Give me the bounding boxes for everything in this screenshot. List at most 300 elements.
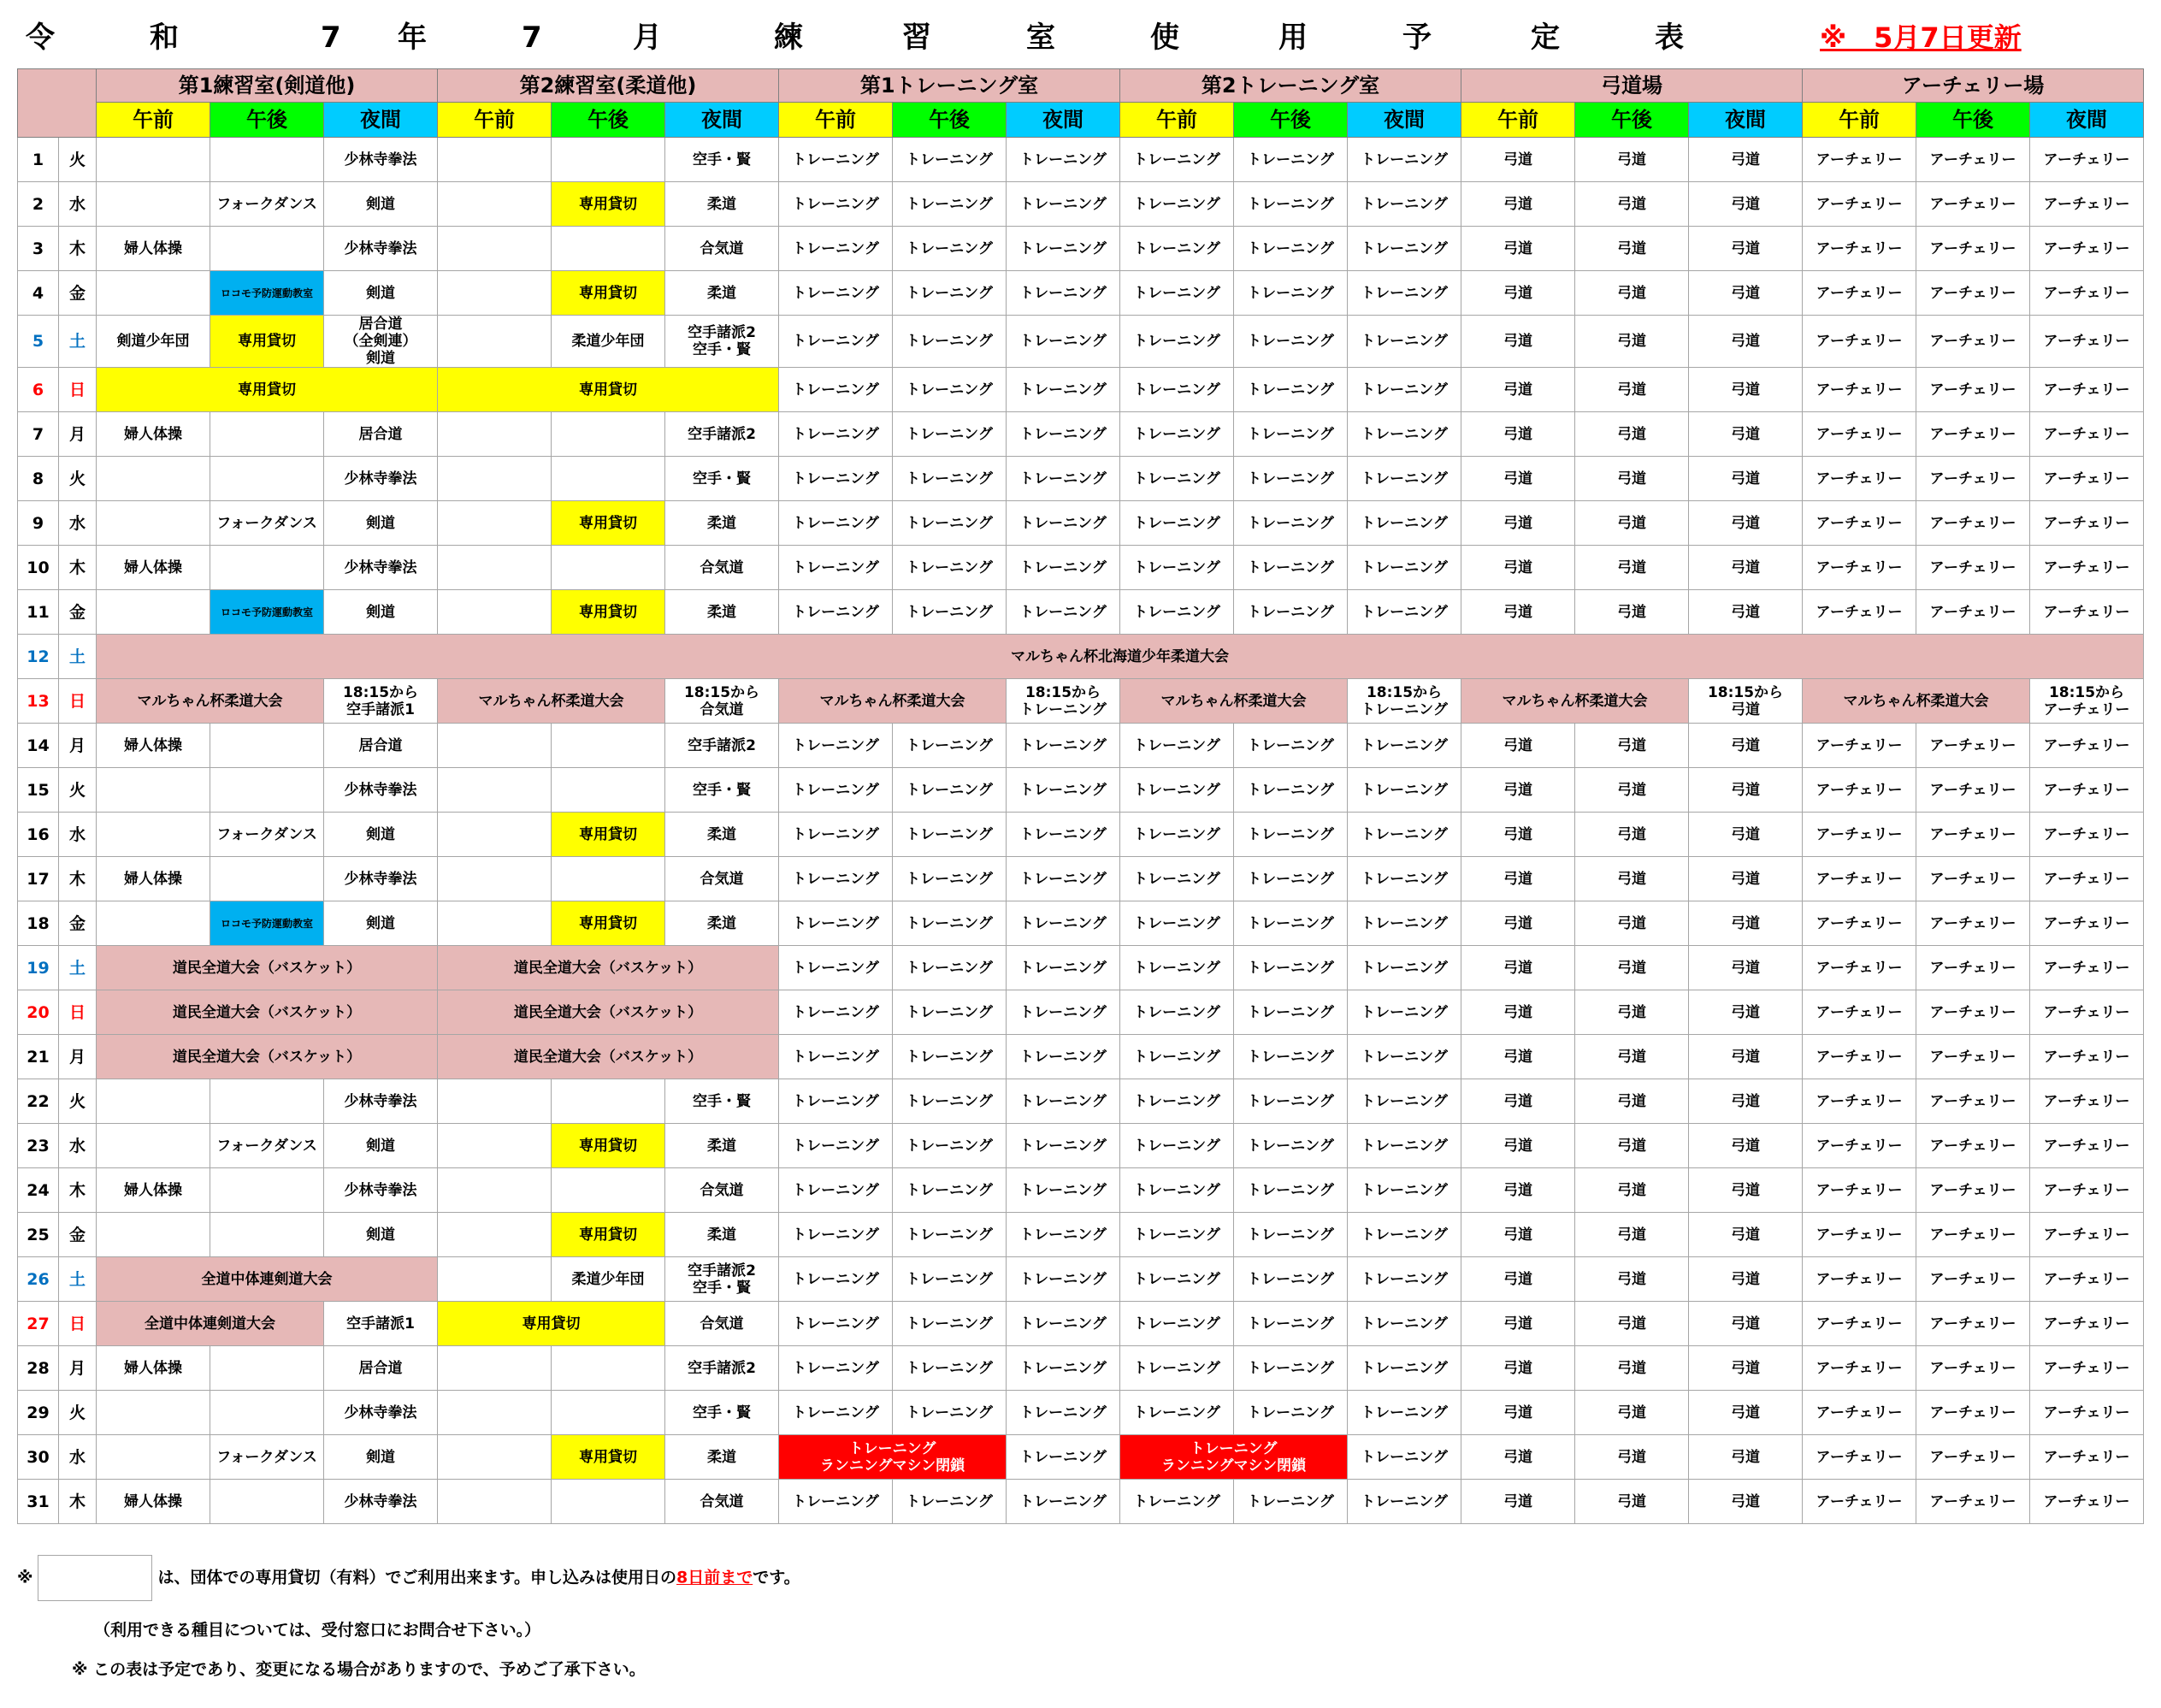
cell: 弓道: [1461, 946, 1575, 990]
day-row: [18, 546, 2144, 590]
cell: 弓道: [1575, 768, 1689, 813]
cell: 弓道: [1575, 1391, 1689, 1435]
day-row: [18, 679, 2144, 724]
cell: トレーニング: [1348, 182, 1461, 227]
cell: トレーニング: [893, 768, 1007, 813]
span-cell: 道民全道大会（バスケット）: [438, 1035, 779, 1079]
cell: 合気道: [665, 1302, 779, 1346]
cell: アーチェリー: [1803, 138, 1916, 182]
cell: アーチェリー: [1803, 1168, 1916, 1213]
cell: アーチェリー: [1916, 724, 2030, 768]
cell: [210, 1168, 324, 1213]
cell: トレーニング: [893, 990, 1007, 1035]
footer-deadline: 8日前まで: [676, 1568, 753, 1587]
cell: 弓道: [1575, 1035, 1689, 1079]
cell: 弓道: [1461, 1302, 1575, 1346]
cell: 弓道: [1689, 227, 1803, 271]
cell: 弓道: [1689, 813, 1803, 857]
cell: 弓道: [1575, 901, 1689, 946]
span-cell: 道民全道大会（バスケット）: [97, 990, 438, 1035]
cell: 18:15から トレーニング: [1007, 679, 1120, 724]
cell: アーチェリー: [1916, 182, 2030, 227]
facility-header: 第1トレーニング室: [779, 69, 1120, 103]
cell: トレーニング: [1007, 1213, 1120, 1257]
cell: 柔道少年団: [552, 316, 665, 368]
cell: [210, 724, 324, 768]
cell: [552, 1480, 665, 1524]
cell: トレーニング: [1234, 724, 1348, 768]
cell: 空手諸派2 空手・賢: [665, 1257, 779, 1302]
cell: アーチェリー: [2030, 271, 2144, 316]
cell: 専用貸切: [552, 501, 665, 546]
cell: アーチェリー: [2030, 990, 2144, 1035]
cell: 弓道: [1461, 368, 1575, 412]
cell: トレーニング: [1120, 1124, 1234, 1168]
cell: アーチェリー: [1916, 1391, 2030, 1435]
cell: トレーニング: [1007, 1079, 1120, 1124]
cell: 婦人体操: [97, 227, 210, 271]
weekday: 金: [59, 271, 97, 316]
cell: 弓道: [1689, 501, 1803, 546]
cell: 弓道: [1575, 368, 1689, 412]
cell: 弓道: [1575, 227, 1689, 271]
cell: 少林寺拳法: [324, 138, 438, 182]
cell: 弓道: [1575, 138, 1689, 182]
cell: アーチェリー: [1803, 857, 1916, 901]
cell: トレーニング: [893, 1391, 1007, 1435]
cell: 弓道: [1689, 1480, 1803, 1524]
cell: 弓道: [1689, 1213, 1803, 1257]
cell: [438, 457, 552, 501]
cell: フォークダンス: [210, 1124, 324, 1168]
cell: アーチェリー: [1916, 857, 2030, 901]
cell: トレーニング: [1348, 457, 1461, 501]
cell: 柔道: [665, 1213, 779, 1257]
period-header: 午前: [1461, 103, 1575, 138]
day-number: 10: [18, 546, 59, 590]
cell: 剣道: [324, 182, 438, 227]
cell: 弓道: [1461, 1435, 1575, 1480]
cell: 剣道: [324, 901, 438, 946]
cell: 柔道: [665, 901, 779, 946]
cell: トレーニング: [1234, 768, 1348, 813]
cell: アーチェリー: [2030, 946, 2144, 990]
cell: 弓道: [1461, 1124, 1575, 1168]
cell: 弓道: [1461, 1257, 1575, 1302]
cell: トレーニング: [779, 901, 893, 946]
day-row: [18, 457, 2144, 501]
cell: 弓道: [1689, 990, 1803, 1035]
day-row: [18, 813, 2144, 857]
cell: アーチェリー: [1916, 1257, 2030, 1302]
cell: トレーニング: [1007, 1391, 1120, 1435]
event-cell: マルちゃん杯柔道大会: [438, 679, 665, 724]
cell: 弓道: [1461, 1346, 1575, 1391]
cell: トレーニング: [1007, 1480, 1120, 1524]
cell: [210, 1480, 324, 1524]
cell: アーチェリー: [2030, 1035, 2144, 1079]
cell: [552, 724, 665, 768]
cell: アーチェリー: [1916, 1480, 2030, 1524]
cell: 剣道: [324, 1124, 438, 1168]
cell: [210, 857, 324, 901]
cell: トレーニング: [1348, 813, 1461, 857]
day-number: 19: [18, 946, 59, 990]
cell: アーチェリー: [1803, 590, 1916, 635]
cell: トレーニング: [1007, 1124, 1120, 1168]
cell: 弓道: [1689, 1391, 1803, 1435]
cell: [97, 1213, 210, 1257]
cell: 弓道: [1689, 412, 1803, 457]
cell: 専用貸切: [552, 901, 665, 946]
cell: トレーニング: [1007, 1168, 1120, 1213]
cell: 18:15から 空手諸派1: [324, 679, 438, 724]
cell: トレーニング: [779, 946, 893, 990]
cell: 空手諸派2: [665, 724, 779, 768]
day-number: 15: [18, 768, 59, 813]
cell: トレーニング: [893, 271, 1007, 316]
day-number: 14: [18, 724, 59, 768]
cell: アーチェリー: [2030, 1257, 2144, 1302]
cell: トレーニング: [1007, 457, 1120, 501]
cell: [210, 457, 324, 501]
day-row: [18, 1391, 2144, 1435]
day-number: 11: [18, 590, 59, 635]
cell: トレーニング: [1348, 1346, 1461, 1391]
cell: [552, 227, 665, 271]
cell: [438, 412, 552, 457]
cell: トレーニング: [1007, 724, 1120, 768]
cell: アーチェリー: [1803, 1346, 1916, 1391]
cell: トレーニング: [1007, 1257, 1120, 1302]
cell: トレーニング: [1348, 1257, 1461, 1302]
cell: 婦人体操: [97, 1168, 210, 1213]
cell: [438, 182, 552, 227]
cell: [552, 138, 665, 182]
closed-cell: トレーニング ランニングマシン閉鎖: [1120, 1435, 1348, 1480]
cell: [210, 412, 324, 457]
cell: 弓道: [1689, 138, 1803, 182]
day-row: [18, 1035, 2144, 1079]
cell: [552, 546, 665, 590]
cell: トレーニング: [1120, 990, 1234, 1035]
cell: トレーニング: [893, 412, 1007, 457]
weekday: 木: [59, 857, 97, 901]
day-number: 23: [18, 1124, 59, 1168]
cell: トレーニング: [1007, 501, 1120, 546]
cell: トレーニング: [1120, 412, 1234, 457]
cell: トレーニング: [1348, 368, 1461, 412]
period-header: 午前: [779, 103, 893, 138]
span-cell: 道民全道大会（バスケット）: [438, 946, 779, 990]
closed-cell: トレーニング ランニングマシン閉鎖: [779, 1435, 1007, 1480]
cell: [438, 546, 552, 590]
cell: 居合道: [324, 1346, 438, 1391]
cell: [438, 1168, 552, 1213]
cell: トレーニング: [1234, 412, 1348, 457]
cell: 婦人体操: [97, 1346, 210, 1391]
weekday: 水: [59, 1124, 97, 1168]
weekday: 土: [59, 635, 97, 679]
cell: 弓道: [1575, 412, 1689, 457]
span-cell: 専用貸切: [97, 368, 438, 412]
span-cell: 道民全道大会（バスケット）: [97, 946, 438, 990]
cell: [438, 316, 552, 368]
cell: 弓道: [1461, 182, 1575, 227]
cell: アーチェリー: [2030, 1391, 2144, 1435]
cell: [438, 1346, 552, 1391]
title-char: 室: [1026, 21, 1055, 55]
cell: アーチェリー: [1803, 813, 1916, 857]
cell: トレーニング: [1007, 316, 1120, 368]
cell: トレーニング: [1234, 138, 1348, 182]
cell: アーチェリー: [1803, 901, 1916, 946]
cell: アーチェリー: [1803, 316, 1916, 368]
cell: トレーニング: [1348, 412, 1461, 457]
day-row: [18, 271, 2144, 316]
cell: 空手・賢: [665, 1079, 779, 1124]
cell: トレーニング: [1348, 1035, 1461, 1079]
cell: 弓道: [1689, 857, 1803, 901]
cell: トレーニング: [779, 1213, 893, 1257]
cell: 弓道: [1575, 857, 1689, 901]
cell: 婦人体操: [97, 412, 210, 457]
cell: トレーニング: [1348, 316, 1461, 368]
weekday: 火: [59, 138, 97, 182]
cell: 柔道: [665, 501, 779, 546]
title-char: 7: [321, 21, 341, 55]
cell: 弓道: [1689, 901, 1803, 946]
cell: トレーニング: [1234, 1168, 1348, 1213]
cell: 柔道: [665, 590, 779, 635]
cell: アーチェリー: [1803, 1257, 1916, 1302]
day-number: 7: [18, 412, 59, 457]
cell: [210, 768, 324, 813]
cell: トレーニング: [779, 724, 893, 768]
cell: トレーニング: [1007, 946, 1120, 990]
event-cell: マルちゃん杯柔道大会: [779, 679, 1007, 724]
cell: [210, 138, 324, 182]
cell: トレーニング: [1234, 901, 1348, 946]
cell: アーチェリー: [1803, 1035, 1916, 1079]
cell: トレーニング: [1120, 590, 1234, 635]
cell: アーチェリー: [1803, 412, 1916, 457]
day-row: [18, 412, 2144, 457]
cell: [210, 546, 324, 590]
footer-line-1: [17, 1555, 800, 1601]
cell: アーチェリー: [2030, 1124, 2144, 1168]
day-row: [18, 1124, 2144, 1168]
cell: [552, 1391, 665, 1435]
corner-cell: [18, 69, 97, 138]
cell: アーチェリー: [1916, 271, 2030, 316]
weekday: 日: [59, 990, 97, 1035]
cell: [552, 768, 665, 813]
cell: アーチェリー: [2030, 316, 2144, 368]
cell: アーチェリー: [2030, 901, 2144, 946]
weekday: 金: [59, 1213, 97, 1257]
cell: 弓道: [1689, 724, 1803, 768]
cell: [97, 457, 210, 501]
span-cell: 専用貸切: [438, 368, 779, 412]
cell: トレーニング: [1348, 1302, 1461, 1346]
weekday: 月: [59, 724, 97, 768]
weekday: 金: [59, 590, 97, 635]
cell: アーチェリー: [1803, 1213, 1916, 1257]
period-header: 午後: [893, 103, 1007, 138]
cell: 柔道: [665, 182, 779, 227]
cell: 弓道: [1461, 501, 1575, 546]
cell: トレーニング: [1120, 457, 1234, 501]
footer-mark: ※: [17, 1568, 33, 1587]
facility-header: 弓道場: [1461, 69, 1803, 103]
day-row: [18, 368, 2144, 412]
day-row: [18, 316, 2144, 368]
period-header: 午後: [210, 103, 324, 138]
cell: トレーニング: [1234, 813, 1348, 857]
cell: 弓道: [1689, 271, 1803, 316]
cell: トレーニング: [893, 1257, 1007, 1302]
cell: [210, 227, 324, 271]
cell: トレーニング: [893, 227, 1007, 271]
cell: [210, 1213, 324, 1257]
period-header: 午後: [552, 103, 665, 138]
cell: アーチェリー: [2030, 1079, 2144, 1124]
cell: 婦人体操: [97, 1480, 210, 1524]
cell: 弓道: [1689, 368, 1803, 412]
cell: 弓道: [1689, 182, 1803, 227]
period-header: 午前: [1120, 103, 1234, 138]
facility-header: 第2練習室(柔道他): [438, 69, 779, 103]
weekday: 水: [59, 1435, 97, 1480]
cell: 柔道: [665, 1435, 779, 1480]
cell: トレーニング: [1007, 813, 1120, 857]
cell: 専用貸切: [210, 316, 324, 368]
day-row: [18, 1213, 2144, 1257]
cell: 婦人体操: [97, 546, 210, 590]
span-cell: 道民全道大会（バスケット）: [438, 990, 779, 1035]
title-char: 月: [633, 21, 662, 55]
cell: [438, 901, 552, 946]
cell: [438, 1124, 552, 1168]
cell: トレーニング: [1120, 813, 1234, 857]
cell: [97, 1124, 210, 1168]
cell: トレーニング: [779, 138, 893, 182]
cell: トレーニング: [1348, 901, 1461, 946]
day-number: 18: [18, 901, 59, 946]
cell: アーチェリー: [1916, 946, 2030, 990]
cell: アーチェリー: [1916, 990, 2030, 1035]
cell: フォークダンス: [210, 182, 324, 227]
cell: トレーニング: [1234, 590, 1348, 635]
title-char: 令: [26, 21, 55, 55]
day-row: [18, 990, 2144, 1035]
facility-header: 第2トレーニング室: [1120, 69, 1461, 103]
cell: アーチェリー: [2030, 182, 2144, 227]
cell: トレーニング: [1348, 724, 1461, 768]
day-row: [18, 635, 2144, 679]
period-header: 午後: [1234, 103, 1348, 138]
cell: トレーニング: [1007, 271, 1120, 316]
cell: トレーニング: [1120, 857, 1234, 901]
weekday: 金: [59, 901, 97, 946]
cell: トレーニング: [779, 990, 893, 1035]
cell: 弓道: [1689, 1035, 1803, 1079]
period-header: 午後: [1575, 103, 1689, 138]
period-header: 夜間: [1007, 103, 1120, 138]
cell: アーチェリー: [1803, 1480, 1916, 1524]
cell: 空手諸派2: [665, 1346, 779, 1391]
cell: 弓道: [1461, 1035, 1575, 1079]
cell: 弓道: [1461, 1391, 1575, 1435]
cell: トレーニング: [1120, 368, 1234, 412]
cell: 専用貸切: [552, 182, 665, 227]
cell: トレーニング: [893, 368, 1007, 412]
cell: トレーニング: [1120, 501, 1234, 546]
day-number: 13: [18, 679, 59, 724]
cell: 弓道: [1689, 1302, 1803, 1346]
cell: アーチェリー: [1803, 724, 1916, 768]
weekday: 木: [59, 546, 97, 590]
cell: 弓道: [1689, 768, 1803, 813]
cell: アーチェリー: [1916, 1035, 2030, 1079]
cell: トレーニング: [1120, 271, 1234, 316]
cell: 空手・賢: [665, 138, 779, 182]
cell: 合気道: [665, 1168, 779, 1213]
cell: フォークダンス: [210, 501, 324, 546]
cell: 18:15から アーチェリー: [2030, 679, 2144, 724]
cell: アーチェリー: [1803, 1124, 1916, 1168]
cell: トレーニング: [1007, 1035, 1120, 1079]
event-cell: 全道中体連剣道大会: [97, 1257, 438, 1302]
cell: [438, 501, 552, 546]
title-char: 習: [902, 21, 931, 55]
cell: アーチェリー: [1803, 946, 1916, 990]
cell: トレーニング: [779, 1302, 893, 1346]
cell: 剣道: [324, 813, 438, 857]
cell: 弓道: [1689, 590, 1803, 635]
weekday: 木: [59, 227, 97, 271]
cell: トレーニング: [893, 1346, 1007, 1391]
cell: アーチェリー: [1916, 590, 2030, 635]
cell: トレーニング: [1007, 901, 1120, 946]
cell: トレーニング: [1120, 1079, 1234, 1124]
cell: アーチェリー: [1916, 501, 2030, 546]
cell: トレーニング: [893, 857, 1007, 901]
cell: 弓道: [1689, 1124, 1803, 1168]
weekday: 月: [59, 1035, 97, 1079]
cell: 専用貸切: [552, 1213, 665, 1257]
cell: トレーニング: [893, 590, 1007, 635]
title-char: 用: [1278, 21, 1308, 55]
cell: アーチェリー: [1916, 1435, 2030, 1480]
event-cell: マルちゃん杯柔道大会: [1803, 679, 2030, 724]
cell: [438, 138, 552, 182]
day-row: [18, 590, 2144, 635]
cell: トレーニング: [893, 1480, 1007, 1524]
cell: [552, 1079, 665, 1124]
cell: [210, 1079, 324, 1124]
cell: 空手・賢: [665, 768, 779, 813]
cell: アーチェリー: [1916, 1302, 2030, 1346]
cell: トレーニング: [1007, 1302, 1120, 1346]
title-char: 予: [1402, 21, 1432, 55]
cell: トレーニング: [893, 1168, 1007, 1213]
cell: トレーニング: [893, 182, 1007, 227]
cell: トレーニング: [1348, 227, 1461, 271]
day-row: [18, 768, 2144, 813]
cell: アーチェリー: [1803, 368, 1916, 412]
